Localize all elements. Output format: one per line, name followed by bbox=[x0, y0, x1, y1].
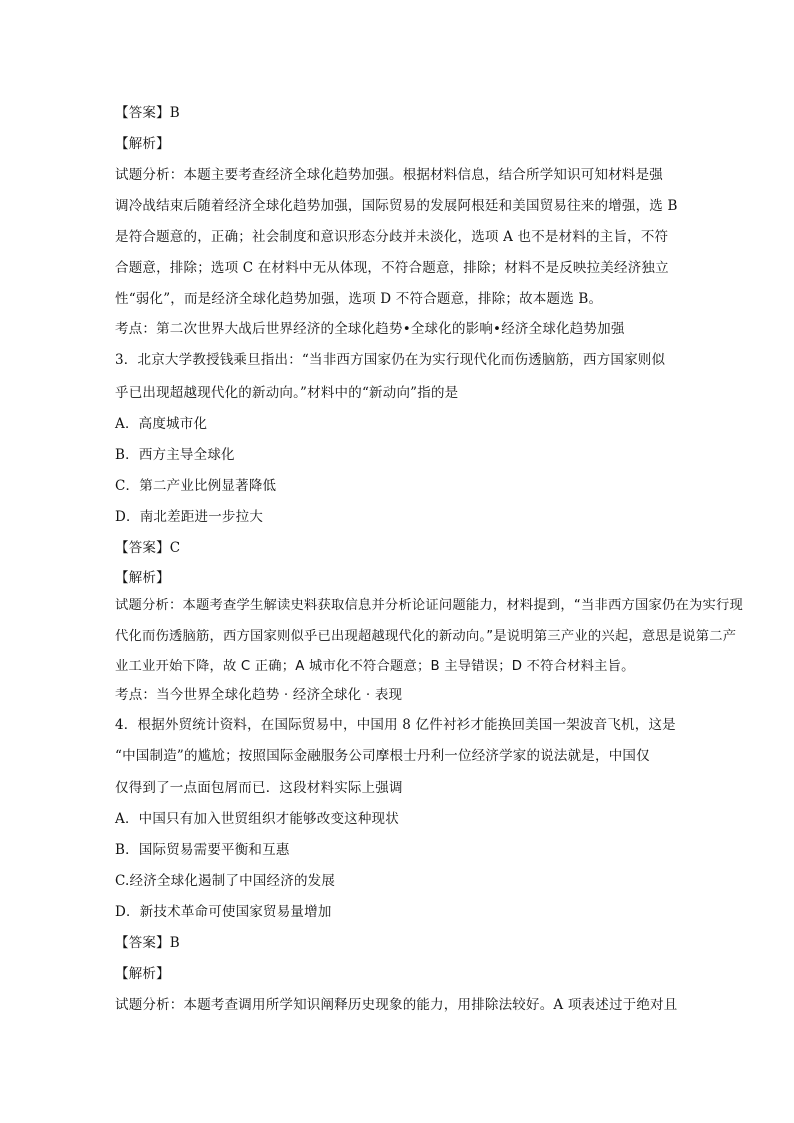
q2-analysis-line: 试题分析：本题主要考查经济全球化趋势加强。根据材料信息，结合所学知识可知材料是强 bbox=[115, 167, 663, 183]
q2-analysis-line: 合题意，排除；选项 C 在材料中无从体现，不符合题意，排除；材料不是反映拉美经济独立 bbox=[115, 260, 669, 276]
q4-stem-line: 仅得到了一点面包屑而已．这段材料实际上强调 bbox=[115, 780, 403, 796]
q2-answer: 【答案】B bbox=[115, 105, 180, 121]
q3-analysis-line: 试题分析：本题考查学生解读史料获取信息并分析论证问题能力，材料提到，“当非西方国家仍在为实行现 bbox=[115, 598, 743, 613]
q3-stem-line: 乎已出现超越现代化的新动向。”材料中的“新动向”指的是 bbox=[115, 385, 459, 401]
q3-option-d: D．南北差距进一步拉大 bbox=[115, 509, 264, 525]
q2-analysis-label: 【解析】 bbox=[115, 136, 170, 152]
q4-option-c: C.经济全球化遏制了中国经济的发展 bbox=[115, 873, 336, 889]
q4-option-d: D．新技术革命可使国家贸易量增加 bbox=[115, 904, 332, 920]
q3-kaodian: 考点：当今世界全球化趋势 · 经济全球化 · 表现 bbox=[115, 687, 403, 703]
q2-analysis-line: 调冷战结束后随着经济全球化趋势加强，国际贸易的发展阿根廷和美国贸易往来的增强，选 B bbox=[115, 198, 678, 214]
q4-stem-line: “中国制造”的尴尬；按照国际金融服务公司摩根士丹利一位经济学家的说法就是，中国仅 bbox=[115, 748, 650, 764]
q3-option-a: A．高度城市化 bbox=[115, 416, 208, 432]
q3-option-c: C．第二产业比例显著降低 bbox=[115, 478, 277, 494]
q4-answer: 【答案】B bbox=[115, 935, 180, 951]
q3-option-b: B．西方主导全球化 bbox=[115, 447, 235, 463]
q4-option-b: B．国际贸易需要平衡和互惠 bbox=[115, 842, 290, 858]
q4-analysis-line: 试题分析：本题考查调用所学知识阐释历史现象的能力，用排除法较好。A 项表述过于绝对且 bbox=[115, 997, 678, 1013]
q2-analysis-line: 性“弱化”，而是经济全球化趋势加强，选项 D 不符合题意，排除；故本题选 B。 bbox=[115, 291, 603, 307]
q2-kaodian: 考点：第二次世界大战后世界经济的全球化趋势•全球化的影响•经济全球化趋势加强 bbox=[115, 321, 625, 337]
q4-analysis-label: 【解析】 bbox=[115, 966, 170, 982]
q4-option-a: A．中国只有加入世贸组织才能够改变这种现状 bbox=[115, 811, 399, 827]
q3-stem-line: 3．北京大学教授钱乘旦指出：“当非西方国家仍在为实行现代化而伤透脑筋，西方国家则似 bbox=[115, 352, 666, 368]
q3-analysis-line: 业工业开始下降，故 C 正确；A 城市化不符合题意；B 主导错误；D 不符合材料主旨。 bbox=[115, 659, 635, 674]
q3-answer: 【答案】C bbox=[115, 540, 181, 556]
q3-analysis-label: 【解析】 bbox=[115, 570, 170, 586]
q2-analysis-line: 是符合题意的，正确；社会制度和意识形态分歧并未淡化，选项 A 也不是材料的主旨，不符 bbox=[115, 229, 669, 245]
q4-stem-line: 4．根据外贸统计资料，在国际贸易中，中国用 8 亿件衬衫才能换回美国一架波音飞机，这是 bbox=[115, 717, 676, 733]
q3-analysis-line: 代化而伤透脑筋，西方国家则似乎已出现超越现代化的新动向。”是说明第三产业的兴起，意思是说第二产 bbox=[115, 629, 737, 644]
